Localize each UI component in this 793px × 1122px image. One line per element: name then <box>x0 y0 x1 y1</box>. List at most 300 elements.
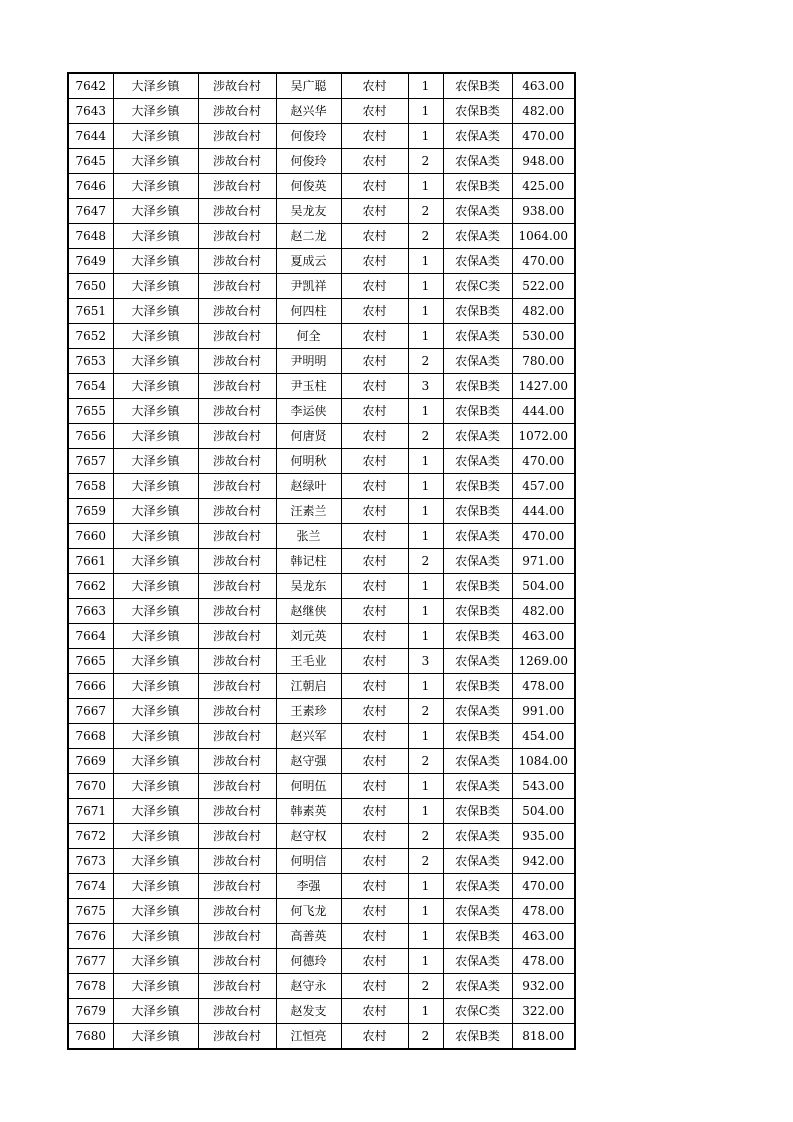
record-number-cell: 7678 <box>68 974 113 999</box>
village-cell: 涉故台村 <box>198 899 276 924</box>
township-cell: 大泽乡镇 <box>113 274 198 299</box>
township-cell: 大泽乡镇 <box>113 73 198 99</box>
village-cell: 涉故台村 <box>198 249 276 274</box>
table-row <box>68 574 575 599</box>
household-size-cell: 1 <box>408 399 443 424</box>
household-type-cell: 农村 <box>341 999 408 1024</box>
table-row <box>68 824 575 849</box>
household-type-cell: 农村 <box>341 324 408 349</box>
table-row <box>68 399 575 424</box>
table-row <box>68 199 575 224</box>
person-name-cell: 王毛业 <box>276 649 341 674</box>
household-size-cell: 1 <box>408 324 443 349</box>
household-type-cell: 农村 <box>341 224 408 249</box>
household-size-cell: 1 <box>408 899 443 924</box>
insurance-category-cell: 农保A类 <box>443 774 512 799</box>
village-cell: 涉故台村 <box>198 524 276 549</box>
table-row <box>68 124 575 149</box>
insurance-category-cell: 农保C类 <box>443 274 512 299</box>
insurance-category-cell: 农保B类 <box>443 174 512 199</box>
township-cell: 大泽乡镇 <box>113 174 198 199</box>
household-size-cell: 2 <box>408 849 443 874</box>
household-type-cell: 农村 <box>341 874 408 899</box>
table-row <box>68 149 575 174</box>
household-size-cell: 2 <box>408 1024 443 1050</box>
household-type-cell: 农村 <box>341 349 408 374</box>
person-name-cell: 吴龙友 <box>276 199 341 224</box>
table-row <box>68 924 575 949</box>
person-name-cell: 何全 <box>276 324 341 349</box>
township-cell: 大泽乡镇 <box>113 699 198 724</box>
person-name-cell: 赵守永 <box>276 974 341 999</box>
insurance-category-cell: 农保A类 <box>443 699 512 724</box>
township-cell: 大泽乡镇 <box>113 899 198 924</box>
amount-cell: 470.00 <box>512 874 575 899</box>
village-cell: 涉故台村 <box>198 974 276 999</box>
table-row <box>68 449 575 474</box>
table-row <box>68 899 575 924</box>
insurance-category-cell: 农保A类 <box>443 524 512 549</box>
village-cell: 涉故台村 <box>198 649 276 674</box>
insurance-category-cell: 农保B类 <box>443 624 512 649</box>
table-row <box>68 224 575 249</box>
insurance-category-cell: 农保A类 <box>443 349 512 374</box>
household-size-cell: 1 <box>408 874 443 899</box>
household-type-cell: 农村 <box>341 474 408 499</box>
person-name-cell: 何明信 <box>276 849 341 874</box>
table-row <box>68 849 575 874</box>
household-type-cell: 农村 <box>341 249 408 274</box>
village-cell: 涉故台村 <box>198 399 276 424</box>
township-cell: 大泽乡镇 <box>113 399 198 424</box>
household-type-cell: 农村 <box>341 524 408 549</box>
village-cell: 涉故台村 <box>198 299 276 324</box>
record-number-cell: 7664 <box>68 624 113 649</box>
household-size-cell: 1 <box>408 599 443 624</box>
household-size-cell: 2 <box>408 349 443 374</box>
household-type-cell: 农村 <box>341 174 408 199</box>
table-row <box>68 73 575 99</box>
record-number-cell: 7650 <box>68 274 113 299</box>
record-number-cell: 7669 <box>68 749 113 774</box>
person-name-cell: 江恒亮 <box>276 1024 341 1050</box>
record-number-cell: 7659 <box>68 499 113 524</box>
village-cell: 涉故台村 <box>198 199 276 224</box>
insurance-category-cell: 农保B类 <box>443 299 512 324</box>
amount-cell: 322.00 <box>512 999 575 1024</box>
insurance-category-cell: 农保B类 <box>443 99 512 124</box>
person-name-cell: 张兰 <box>276 524 341 549</box>
household-type-cell: 农村 <box>341 124 408 149</box>
person-name-cell: 刘元英 <box>276 624 341 649</box>
table-row <box>68 174 575 199</box>
amount-cell: 478.00 <box>512 949 575 974</box>
township-cell: 大泽乡镇 <box>113 374 198 399</box>
record-number-cell: 7660 <box>68 524 113 549</box>
village-cell: 涉故台村 <box>198 574 276 599</box>
table-row <box>68 424 575 449</box>
household-type-cell: 农村 <box>341 499 408 524</box>
insurance-category-cell: 农保B类 <box>443 73 512 99</box>
household-size-cell: 1 <box>408 249 443 274</box>
amount-cell: 478.00 <box>512 674 575 699</box>
record-number-cell: 7644 <box>68 124 113 149</box>
township-cell: 大泽乡镇 <box>113 299 198 324</box>
township-cell: 大泽乡镇 <box>113 974 198 999</box>
village-cell: 涉故台村 <box>198 674 276 699</box>
table-row <box>68 249 575 274</box>
household-size-cell: 1 <box>408 499 443 524</box>
household-type-cell: 农村 <box>341 274 408 299</box>
insurance-category-cell: 农保B类 <box>443 799 512 824</box>
household-size-cell: 1 <box>408 449 443 474</box>
amount-cell: 444.00 <box>512 399 575 424</box>
person-name-cell: 赵二龙 <box>276 224 341 249</box>
insurance-category-cell: 农保B类 <box>443 1024 512 1050</box>
table-body <box>68 73 575 1049</box>
amount-cell: 463.00 <box>512 73 575 99</box>
household-type-cell: 农村 <box>341 149 408 174</box>
village-cell: 涉故台村 <box>198 874 276 899</box>
table-row <box>68 374 575 399</box>
person-name-cell: 李强 <box>276 874 341 899</box>
record-number-cell: 7672 <box>68 824 113 849</box>
township-cell: 大泽乡镇 <box>113 524 198 549</box>
record-number-cell: 7657 <box>68 449 113 474</box>
record-number-cell: 7675 <box>68 899 113 924</box>
insurance-category-cell: 农保B类 <box>443 374 512 399</box>
insurance-category-cell: 农保B类 <box>443 924 512 949</box>
amount-cell: 1269.00 <box>512 649 575 674</box>
amount-cell: 463.00 <box>512 924 575 949</box>
person-name-cell: 何明伍 <box>276 774 341 799</box>
insurance-category-cell: 农保B类 <box>443 724 512 749</box>
village-cell: 涉故台村 <box>198 274 276 299</box>
insurance-category-cell: 农保A类 <box>443 649 512 674</box>
household-type-cell: 农村 <box>341 949 408 974</box>
township-cell: 大泽乡镇 <box>113 849 198 874</box>
insurance-category-cell: 农保B类 <box>443 574 512 599</box>
household-type-cell: 农村 <box>341 424 408 449</box>
table-row <box>68 749 575 774</box>
insurance-category-cell: 农保C类 <box>443 999 512 1024</box>
township-cell: 大泽乡镇 <box>113 199 198 224</box>
village-cell: 涉故台村 <box>198 624 276 649</box>
household-size-cell: 1 <box>408 73 443 99</box>
table-row <box>68 549 575 574</box>
village-cell: 涉故台村 <box>198 324 276 349</box>
household-type-cell: 农村 <box>341 374 408 399</box>
township-cell: 大泽乡镇 <box>113 574 198 599</box>
village-cell: 涉故台村 <box>198 999 276 1024</box>
township-cell: 大泽乡镇 <box>113 799 198 824</box>
household-size-cell: 2 <box>408 974 443 999</box>
amount-cell: 948.00 <box>512 149 575 174</box>
household-type-cell: 农村 <box>341 649 408 674</box>
insurance-category-cell: 农保A类 <box>443 199 512 224</box>
household-type-cell: 农村 <box>341 624 408 649</box>
record-number-cell: 7648 <box>68 224 113 249</box>
township-cell: 大泽乡镇 <box>113 499 198 524</box>
household-size-cell: 1 <box>408 524 443 549</box>
township-cell: 大泽乡镇 <box>113 149 198 174</box>
amount-cell: 818.00 <box>512 1024 575 1050</box>
table-row <box>68 649 575 674</box>
household-size-cell: 1 <box>408 774 443 799</box>
amount-cell: 482.00 <box>512 599 575 624</box>
household-size-cell: 1 <box>408 799 443 824</box>
record-number-cell: 7668 <box>68 724 113 749</box>
table-row <box>68 299 575 324</box>
amount-cell: 470.00 <box>512 124 575 149</box>
person-name-cell: 赵兴军 <box>276 724 341 749</box>
record-number-cell: 7677 <box>68 949 113 974</box>
insurance-category-cell: 农保A类 <box>443 449 512 474</box>
village-cell: 涉故台村 <box>198 924 276 949</box>
township-cell: 大泽乡镇 <box>113 124 198 149</box>
household-size-cell: 1 <box>408 299 443 324</box>
village-cell: 涉故台村 <box>198 599 276 624</box>
insurance-category-cell: 农保A类 <box>443 549 512 574</box>
record-number-cell: 7666 <box>68 674 113 699</box>
person-name-cell: 王素珍 <box>276 699 341 724</box>
household-type-cell: 农村 <box>341 674 408 699</box>
township-cell: 大泽乡镇 <box>113 624 198 649</box>
beneficiary-table <box>67 72 576 1050</box>
amount-cell: 971.00 <box>512 549 575 574</box>
insurance-category-cell: 农保A类 <box>443 899 512 924</box>
village-cell: 涉故台村 <box>198 499 276 524</box>
record-number-cell: 7642 <box>68 73 113 99</box>
person-name-cell: 赵绿叶 <box>276 474 341 499</box>
household-size-cell: 1 <box>408 124 443 149</box>
person-name-cell: 何四柱 <box>276 299 341 324</box>
record-number-cell: 7647 <box>68 199 113 224</box>
amount-cell: 991.00 <box>512 699 575 724</box>
township-cell: 大泽乡镇 <box>113 99 198 124</box>
village-cell: 涉故台村 <box>198 849 276 874</box>
person-name-cell: 何俊英 <box>276 174 341 199</box>
record-number-cell: 7663 <box>68 599 113 624</box>
township-cell: 大泽乡镇 <box>113 924 198 949</box>
record-number-cell: 7674 <box>68 874 113 899</box>
township-cell: 大泽乡镇 <box>113 599 198 624</box>
amount-cell: 530.00 <box>512 324 575 349</box>
amount-cell: 1072.00 <box>512 424 575 449</box>
village-cell: 涉故台村 <box>198 824 276 849</box>
person-name-cell: 汪素兰 <box>276 499 341 524</box>
table-row <box>68 974 575 999</box>
person-name-cell: 高善英 <box>276 924 341 949</box>
record-number-cell: 7670 <box>68 774 113 799</box>
amount-cell: 935.00 <box>512 824 575 849</box>
household-type-cell: 农村 <box>341 774 408 799</box>
household-size-cell: 1 <box>408 674 443 699</box>
insurance-category-cell: 农保B类 <box>443 399 512 424</box>
household-size-cell: 3 <box>408 374 443 399</box>
amount-cell: 478.00 <box>512 899 575 924</box>
amount-cell: 454.00 <box>512 724 575 749</box>
village-cell: 涉故台村 <box>198 1024 276 1050</box>
household-type-cell: 农村 <box>341 574 408 599</box>
household-size-cell: 2 <box>408 824 443 849</box>
village-cell: 涉故台村 <box>198 174 276 199</box>
household-type-cell: 农村 <box>341 724 408 749</box>
township-cell: 大泽乡镇 <box>113 1024 198 1050</box>
household-size-cell: 1 <box>408 574 443 599</box>
table-row <box>68 499 575 524</box>
insurance-category-cell: 农保B类 <box>443 474 512 499</box>
insurance-category-cell: 农保A类 <box>443 224 512 249</box>
household-type-cell: 农村 <box>341 199 408 224</box>
insurance-category-cell: 农保A类 <box>443 149 512 174</box>
amount-cell: 482.00 <box>512 299 575 324</box>
household-type-cell: 农村 <box>341 549 408 574</box>
amount-cell: 470.00 <box>512 449 575 474</box>
township-cell: 大泽乡镇 <box>113 824 198 849</box>
township-cell: 大泽乡镇 <box>113 474 198 499</box>
record-number-cell: 7667 <box>68 699 113 724</box>
amount-cell: 444.00 <box>512 499 575 524</box>
record-number-cell: 7649 <box>68 249 113 274</box>
record-number-cell: 7671 <box>68 799 113 824</box>
household-size-cell: 2 <box>408 149 443 174</box>
table-row <box>68 699 575 724</box>
township-cell: 大泽乡镇 <box>113 649 198 674</box>
insurance-category-cell: 农保B类 <box>443 499 512 524</box>
household-type-cell: 农村 <box>341 99 408 124</box>
household-size-cell: 2 <box>408 199 443 224</box>
person-name-cell: 吴龙东 <box>276 574 341 599</box>
amount-cell: 938.00 <box>512 199 575 224</box>
village-cell: 涉故台村 <box>198 449 276 474</box>
village-cell: 涉故台村 <box>198 124 276 149</box>
record-number-cell: 7661 <box>68 549 113 574</box>
household-type-cell: 农村 <box>341 1024 408 1050</box>
household-type-cell: 农村 <box>341 899 408 924</box>
household-size-cell: 2 <box>408 699 443 724</box>
amount-cell: 463.00 <box>512 624 575 649</box>
household-type-cell: 农村 <box>341 599 408 624</box>
village-cell: 涉故台村 <box>198 374 276 399</box>
village-cell: 涉故台村 <box>198 99 276 124</box>
record-number-cell: 7679 <box>68 999 113 1024</box>
village-cell: 涉故台村 <box>198 149 276 174</box>
record-number-cell: 7646 <box>68 174 113 199</box>
person-name-cell: 李运侠 <box>276 399 341 424</box>
household-size-cell: 1 <box>408 624 443 649</box>
record-number-cell: 7656 <box>68 424 113 449</box>
person-name-cell: 何明秋 <box>276 449 341 474</box>
household-size-cell: 1 <box>408 174 443 199</box>
household-type-cell: 农村 <box>341 799 408 824</box>
household-type-cell: 农村 <box>341 449 408 474</box>
table-row <box>68 724 575 749</box>
household-type-cell: 农村 <box>341 824 408 849</box>
township-cell: 大泽乡镇 <box>113 249 198 274</box>
record-number-cell: 7662 <box>68 574 113 599</box>
table-row <box>68 774 575 799</box>
table-row <box>68 324 575 349</box>
village-cell: 涉故台村 <box>198 349 276 374</box>
insurance-category-cell: 农保A类 <box>443 324 512 349</box>
amount-cell: 457.00 <box>512 474 575 499</box>
person-name-cell: 何德玲 <box>276 949 341 974</box>
insurance-category-cell: 农保A类 <box>443 874 512 899</box>
document-page <box>67 72 576 1050</box>
table-row <box>68 524 575 549</box>
township-cell: 大泽乡镇 <box>113 874 198 899</box>
table-row <box>68 674 575 699</box>
record-number-cell: 7645 <box>68 149 113 174</box>
person-name-cell: 何俊玲 <box>276 149 341 174</box>
person-name-cell: 赵守强 <box>276 749 341 774</box>
amount-cell: 780.00 <box>512 349 575 374</box>
household-size-cell: 1 <box>408 949 443 974</box>
household-type-cell: 农村 <box>341 749 408 774</box>
insurance-category-cell: 农保B类 <box>443 599 512 624</box>
village-cell: 涉故台村 <box>198 474 276 499</box>
record-number-cell: 7658 <box>68 474 113 499</box>
village-cell: 涉故台村 <box>198 774 276 799</box>
household-size-cell: 1 <box>408 274 443 299</box>
amount-cell: 470.00 <box>512 249 575 274</box>
table-row <box>68 99 575 124</box>
township-cell: 大泽乡镇 <box>113 324 198 349</box>
insurance-category-cell: 农保B类 <box>443 674 512 699</box>
amount-cell: 482.00 <box>512 99 575 124</box>
insurance-category-cell: 农保A类 <box>443 824 512 849</box>
household-type-cell: 农村 <box>341 849 408 874</box>
record-number-cell: 7652 <box>68 324 113 349</box>
household-type-cell: 农村 <box>341 399 408 424</box>
person-name-cell: 夏成云 <box>276 249 341 274</box>
township-cell: 大泽乡镇 <box>113 749 198 774</box>
amount-cell: 504.00 <box>512 799 575 824</box>
person-name-cell: 何俊玲 <box>276 124 341 149</box>
record-number-cell: 7655 <box>68 399 113 424</box>
person-name-cell: 赵继侠 <box>276 599 341 624</box>
table-row <box>68 949 575 974</box>
township-cell: 大泽乡镇 <box>113 774 198 799</box>
insurance-category-cell: 农保A类 <box>443 949 512 974</box>
amount-cell: 932.00 <box>512 974 575 999</box>
insurance-category-cell: 农保A类 <box>443 974 512 999</box>
table-row <box>68 799 575 824</box>
village-cell: 涉故台村 <box>198 424 276 449</box>
table-row <box>68 599 575 624</box>
amount-cell: 504.00 <box>512 574 575 599</box>
record-number-cell: 7654 <box>68 374 113 399</box>
household-type-cell: 农村 <box>341 974 408 999</box>
township-cell: 大泽乡镇 <box>113 724 198 749</box>
table-row <box>68 474 575 499</box>
amount-cell: 1427.00 <box>512 374 575 399</box>
household-size-cell: 2 <box>408 224 443 249</box>
township-cell: 大泽乡镇 <box>113 674 198 699</box>
record-number-cell: 7673 <box>68 849 113 874</box>
village-cell: 涉故台村 <box>198 749 276 774</box>
person-name-cell: 尹明明 <box>276 349 341 374</box>
township-cell: 大泽乡镇 <box>113 224 198 249</box>
household-size-cell: 1 <box>408 924 443 949</box>
record-number-cell: 7651 <box>68 299 113 324</box>
record-number-cell: 7680 <box>68 1024 113 1050</box>
village-cell: 涉故台村 <box>198 799 276 824</box>
table-row <box>68 874 575 899</box>
table-row <box>68 1024 575 1050</box>
household-type-cell: 农村 <box>341 699 408 724</box>
